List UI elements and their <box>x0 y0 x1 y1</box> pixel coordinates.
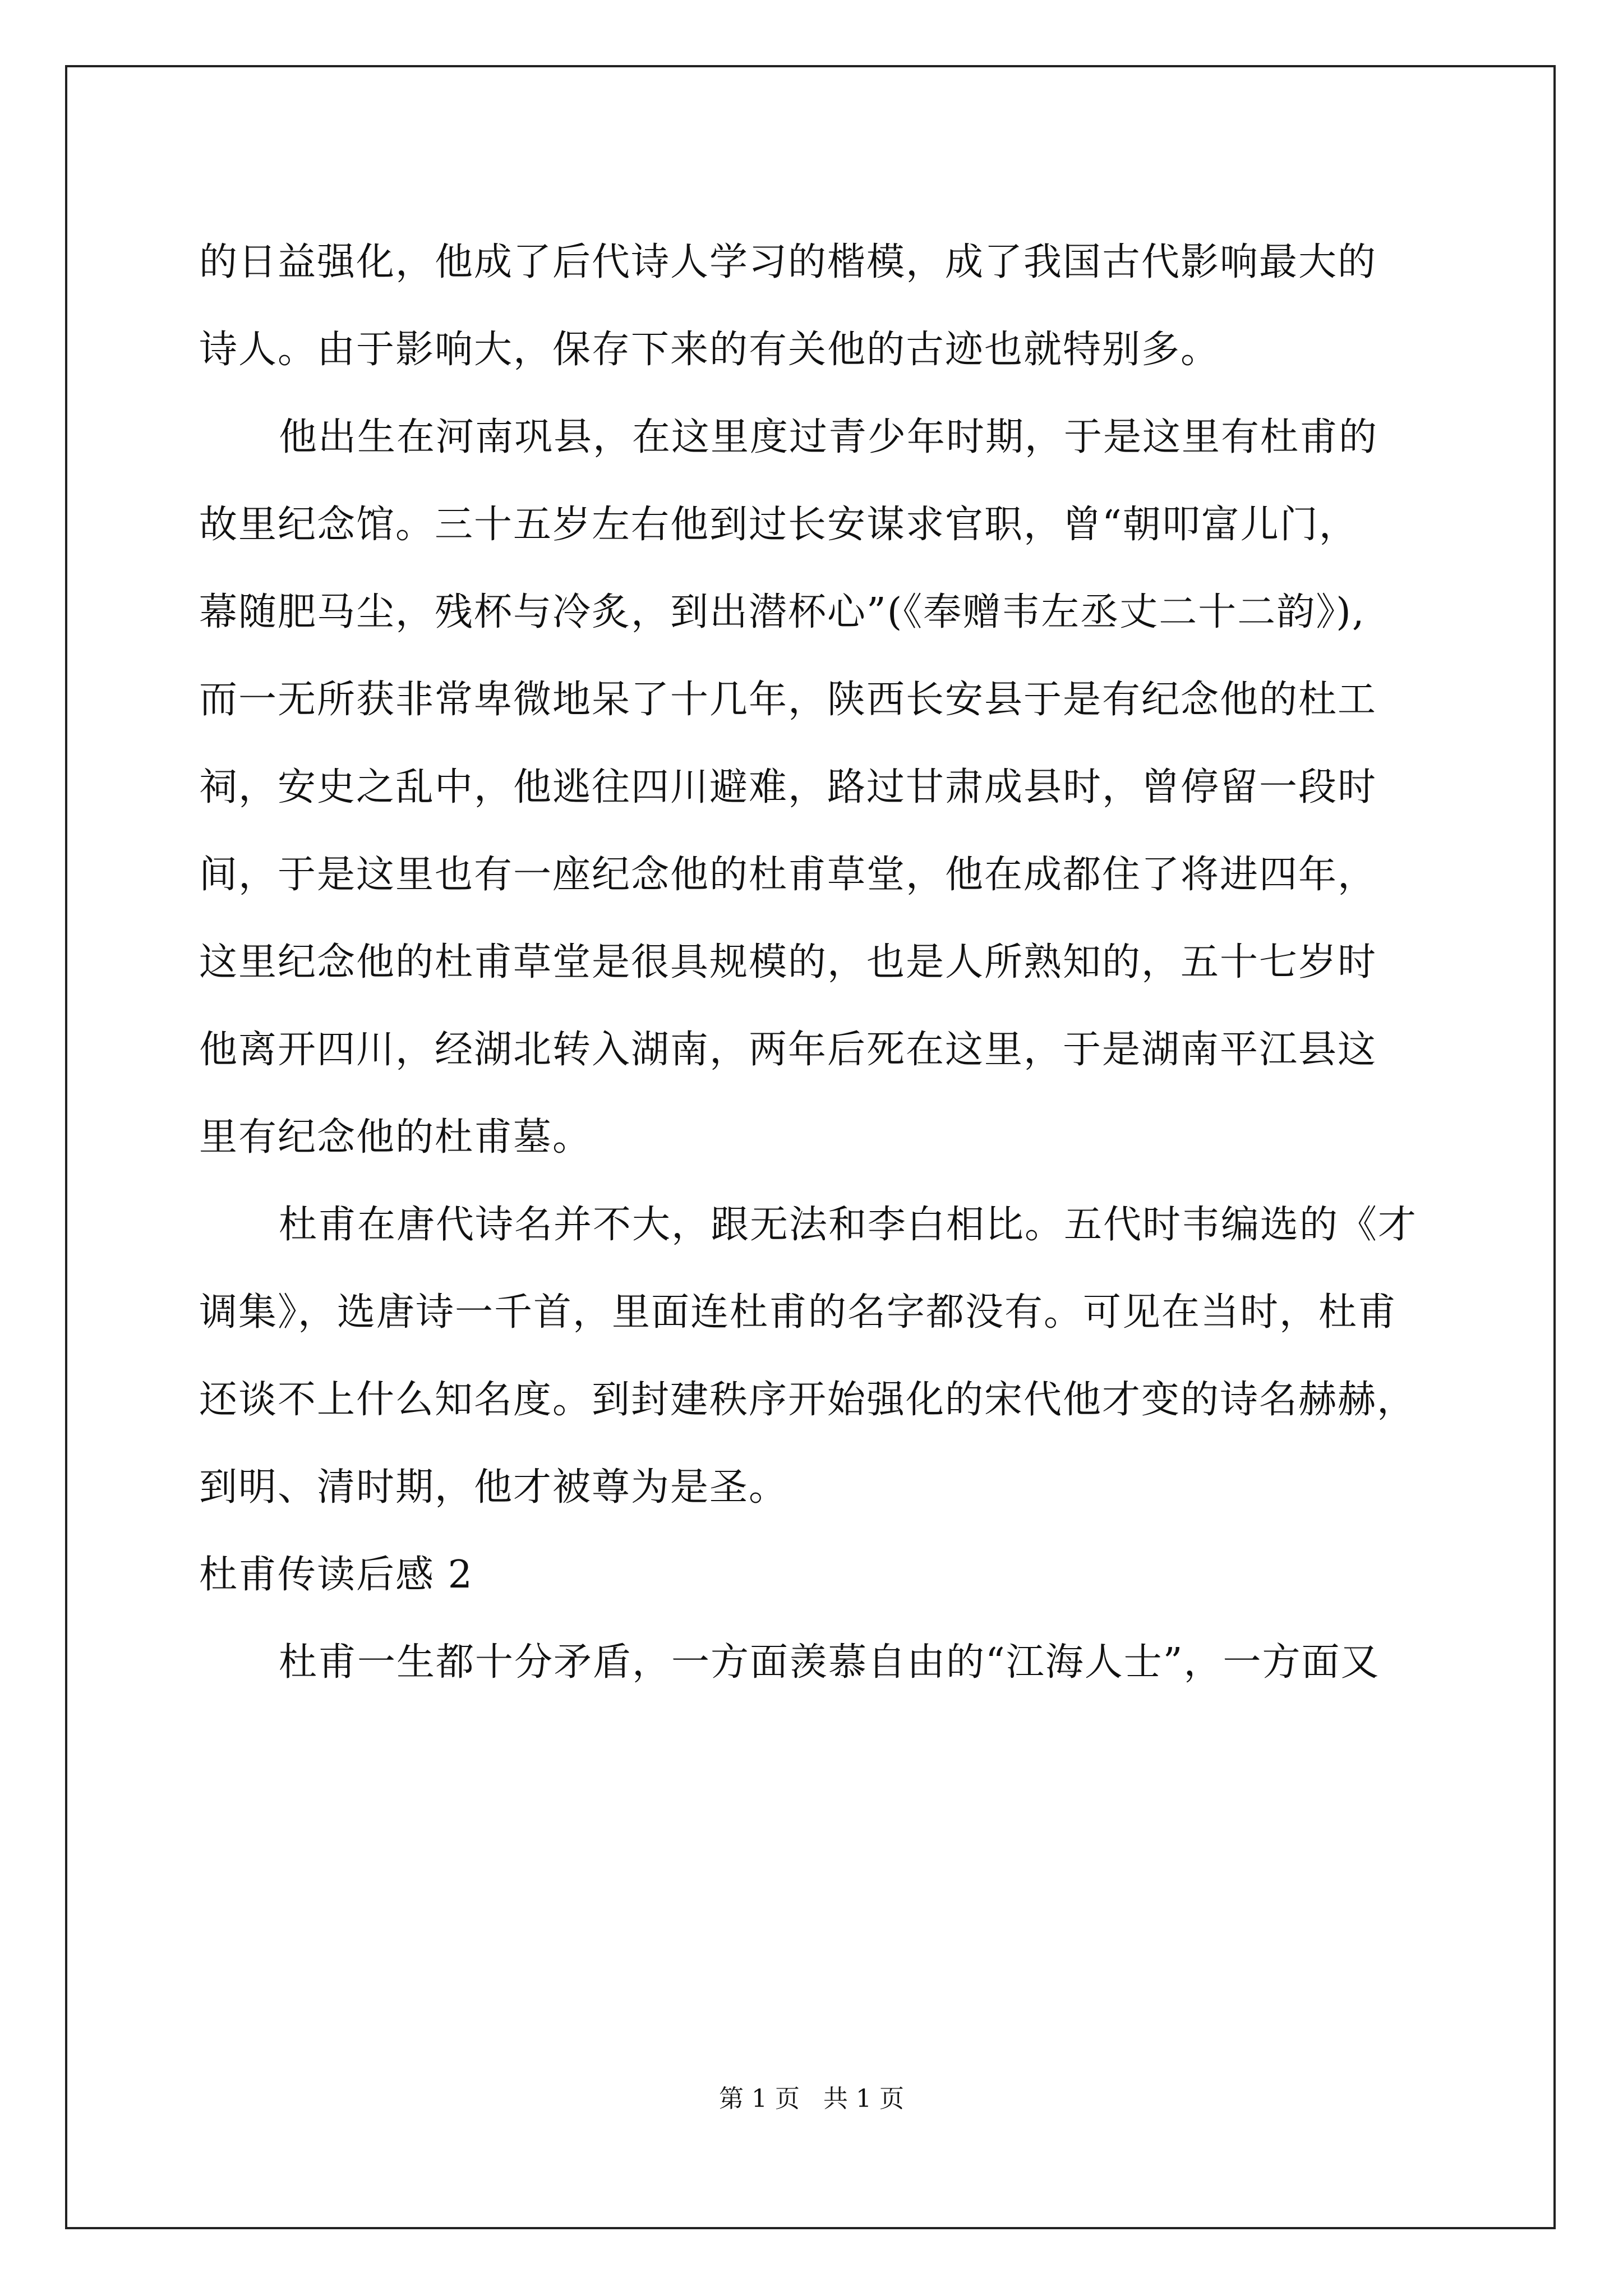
text-line: 幕随肥马尘，残杯与冷炙，到出潜杯心”(《奉赠韦左丞丈二十二韵》), <box>199 590 1366 634</box>
paragraph-3 <box>199 1181 1433 1531</box>
page-total: 共 1 页 <box>823 2085 904 2113</box>
page-footer <box>0 2078 1623 2114</box>
text-line: 间，于是这里也有一座纪念他的杜甫草堂，他在成都住了将进四年， <box>199 853 1377 897</box>
text-line: 到明、清时期，他才被尊为是圣。 <box>199 1465 789 1510</box>
text-line: 里有纪念他的杜甫墓。 <box>199 1115 592 1159</box>
text-line: 还谈不上什么知名度。到封建秩序开始强化的宋代他才变的诗名赫赫， <box>199 1378 1417 1422</box>
paragraph-1 <box>199 219 1433 394</box>
section-title: 杜甫传读后感 2 <box>199 1553 473 1597</box>
document-body <box>199 219 1433 1706</box>
text-line: 的日益强化，他成了后代诗人学习的楷模，成了我国古代影响最大的 <box>199 240 1377 284</box>
text-line: 诗人。由于影响大，保存下来的有关他的古迹也就特别多。 <box>199 328 1220 372</box>
paragraph-4 <box>199 1619 1433 1706</box>
text-line: 他出生在河南巩县，在这里度过青少年时期，于是这里有杜甫的 <box>279 415 1378 459</box>
text-line: 调集》，选唐诗一千首，里面连杜甫的名字都没有。可见在当时，杜甫 <box>199 1290 1398 1335</box>
text-line: 杜甫一生都十分矛盾，一方面羡慕自由的“江海人士”，一方面又 <box>279 1640 1380 1685</box>
text-line: 他离开四川，经湖北转入湖南，两年后死在这里，于是湖南平江县这 <box>199 1028 1377 1072</box>
text-line: 杜甫在唐代诗名并不大，跟无法和李白相比。五代时韦编选的《才 <box>279 1203 1418 1247</box>
page-number: 第 1 页 <box>719 2085 800 2113</box>
text-line: 故里纪念馆。三十五岁左右他到过长安谋求官职，曾“朝叩富儿门， <box>199 503 1358 547</box>
text-line: 这里纪念他的杜甫草堂是很具规模的，也是人所熟知的，五十七岁时 <box>199 940 1377 984</box>
text-line: 祠，安史之乱中，他逃往四川避难，路过甘肃成县时，曾停留一段时 <box>199 765 1377 809</box>
paragraph-2 <box>199 394 1433 1181</box>
text-line: 而一无所获非常卑微地呆了十几年，陕西长安县于是有纪念他的杜工 <box>199 678 1377 722</box>
